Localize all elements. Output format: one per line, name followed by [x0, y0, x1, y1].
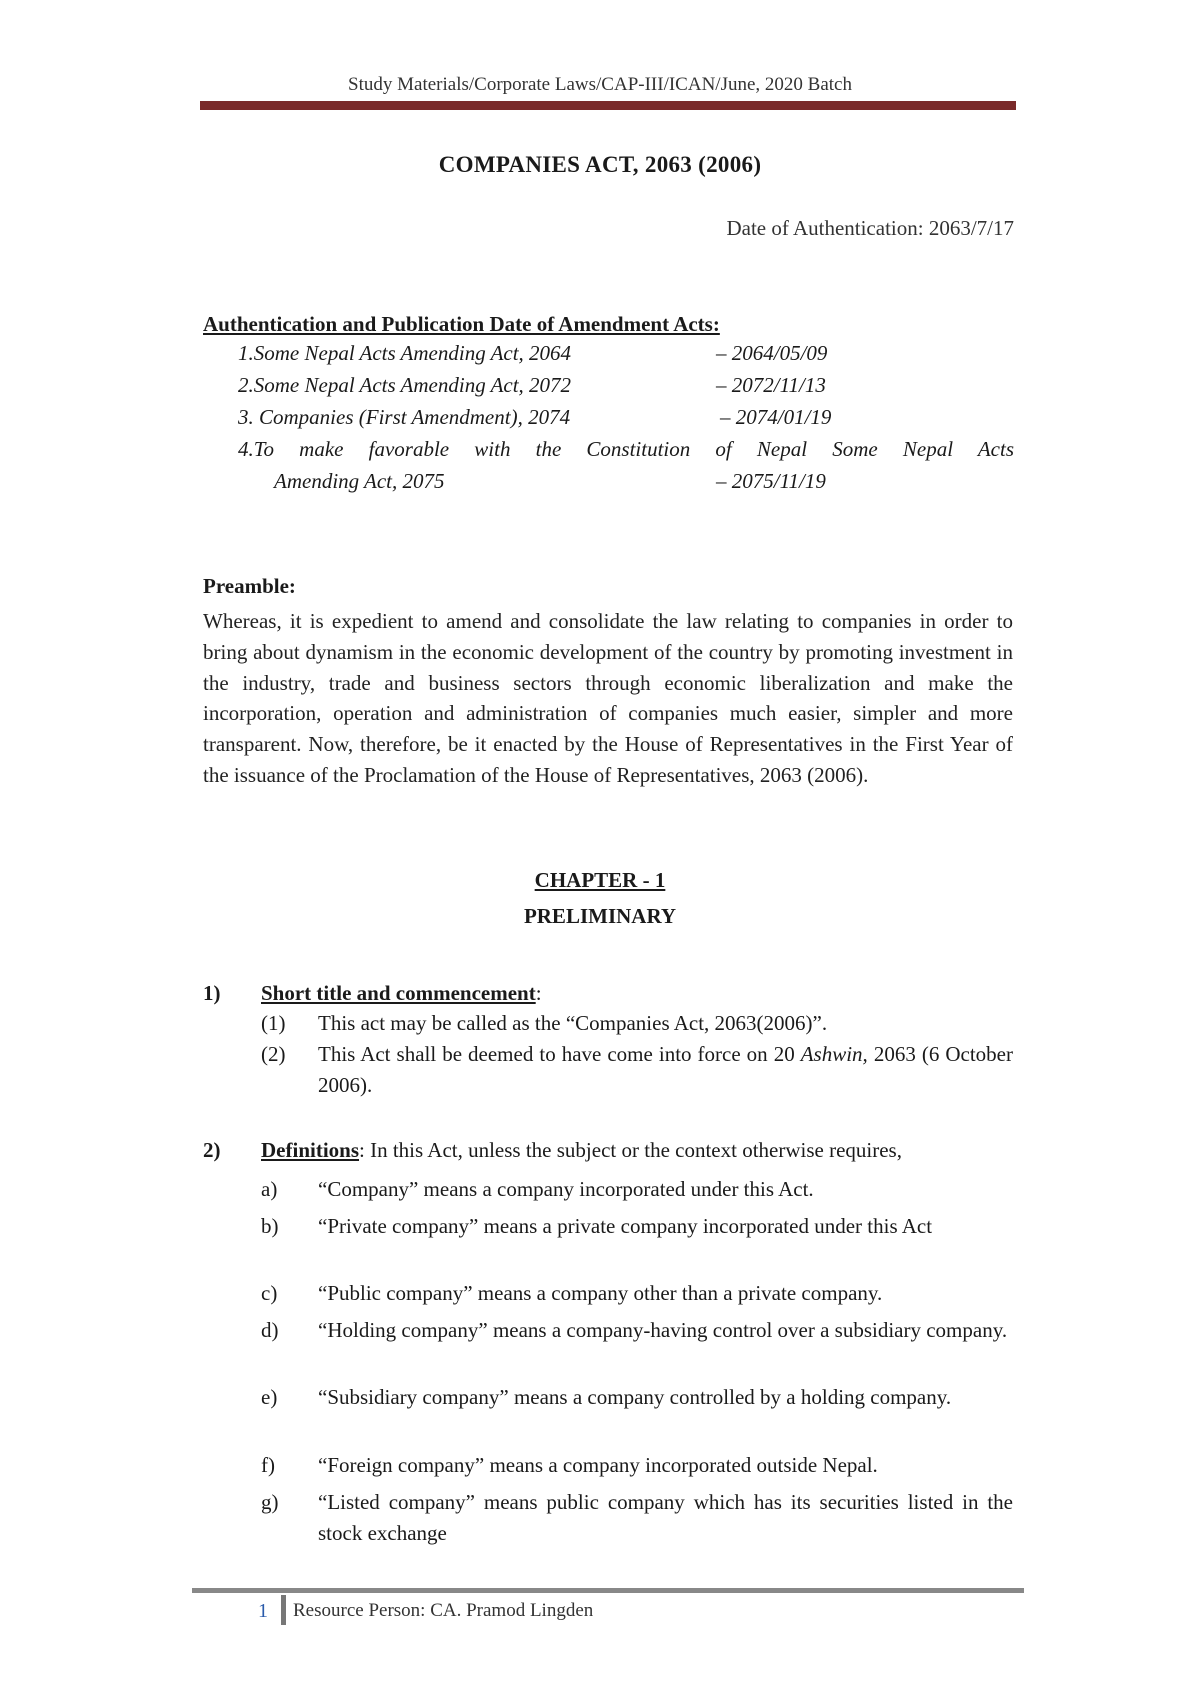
amendment-item: [238, 373, 1014, 405]
page-number: 1: [258, 1600, 268, 1622]
definition-item: [261, 1278, 1013, 1309]
definition-item: [261, 1487, 1013, 1549]
amendment-item: [238, 437, 1014, 501]
section-title: Short title and commencement: [261, 981, 536, 1005]
definition-text: “Public company” means a company other than a private company.: [318, 1281, 883, 1305]
preamble-label: Preamble:: [203, 574, 296, 598]
definition-text: “Holding company” means a company-having control over a subsidiary company.: [318, 1318, 1008, 1342]
section-heading: [261, 981, 542, 1006]
amendment-date: – 2074/01/19: [720, 405, 832, 429]
amendment-item: [238, 341, 1014, 373]
amendment-name: 3. Companies (First Amendment), 2074: [238, 405, 571, 429]
amendment-name: 1.Some Nepal Acts Amending Act, 2064: [238, 341, 572, 365]
amendment-item: [238, 405, 1014, 437]
definition-item: [261, 1382, 1013, 1413]
footer-rule: [192, 1588, 1024, 1593]
chapter-subtitle: PRELIMINARY: [523, 904, 677, 928]
amendment-date: – 2072/11/13: [716, 373, 826, 397]
clause: [261, 1039, 1013, 1101]
clause: [261, 1008, 1013, 1039]
definition-item: [261, 1211, 1013, 1242]
section-heading: [261, 1138, 902, 1163]
section-title: Definitions: [261, 1138, 360, 1162]
amendment-date: – 2075/11/19: [716, 469, 826, 493]
section-heading-suffix: : In this Act, unless the subject or the context otherwise requires,: [359, 1138, 902, 1162]
section-number: 2): [203, 1138, 221, 1162]
footer-divider: [281, 1595, 286, 1625]
definition-item: [261, 1450, 1013, 1481]
authentication-date: Date of Authentication: 2063/7/17: [726, 216, 1014, 240]
definition-mark: f): [261, 1453, 275, 1477]
running-header: Study Materials/Corporate Laws/CAP-III/ICAN/June, 2020 Batch: [348, 74, 852, 95]
definition-text: “Listed company” means public company which has its securities listed in the stock exchange: [318, 1490, 1013, 1545]
amendment-name: 2.Some Nepal Acts Amending Act, 2072: [238, 373, 572, 397]
footer-resource-person: Resource Person: CA. Pramod Lingden: [293, 1600, 594, 1621]
document-title: COMPANIES ACT, 2063 (2006): [438, 152, 762, 177]
definition-text: “Subsidiary company” means a company controlled by a holding company.: [318, 1385, 952, 1409]
clause-mark: (1): [261, 1011, 286, 1035]
clause-text: This Act shall be deemed to have come into force on 20 Ashwin, 2063 (6 October 2006).: [318, 1042, 1013, 1097]
definition-mark: d): [261, 1318, 279, 1342]
clause-mark: (2): [261, 1042, 286, 1066]
definition-mark: g): [261, 1490, 279, 1514]
section-number: 1): [203, 981, 221, 1005]
definition-text: “Foreign company” means a company incorporated outside Nepal.: [318, 1453, 878, 1477]
header-rule: [200, 101, 1016, 110]
definition-mark: c): [261, 1281, 278, 1305]
definition-text: “Private company” means a private company incorporated under this Act: [318, 1214, 933, 1238]
definition-item: [261, 1315, 1013, 1346]
chapter-label: CHAPTER - 1: [534, 868, 666, 892]
definition-mark: b): [261, 1214, 279, 1238]
amendments-heading: Authentication and Publication Date of Amendment Acts:: [203, 312, 720, 336]
clause-text: This act may be called as the “Companies Act, 2063(2006)”.: [318, 1011, 828, 1035]
definition-mark: a): [261, 1177, 278, 1201]
preamble-text: Whereas, it is expedient to amend and consolidate the law relating to companies in order to bring about dynamism in the economic development of the country by promoting investment in the industry, trade and business sectors through economic liberalization and make the incorporation, operation and administration of companies much easier, simpler and more transparent. Now, therefore, be it enacted by the House of Representatives in the First Year of the issuance of the Proclamation of the House of Representatives, 2063 (2006).: [203, 609, 1013, 787]
section-heading-suffix: :: [535, 981, 542, 1005]
definition-text: “Company” means a company incorporated under this Act.: [318, 1177, 814, 1201]
amendment-name-continued: Amending Act, 2075: [274, 469, 445, 493]
amendments-list: [238, 341, 1014, 501]
definition-mark: e): [261, 1385, 278, 1409]
amendment-name: 4.To make favorable with the Constitution of Nepal Some Nepal Acts: [238, 437, 1014, 461]
amendment-date: – 2064/05/09: [716, 341, 828, 365]
definition-item: [261, 1174, 1013, 1205]
